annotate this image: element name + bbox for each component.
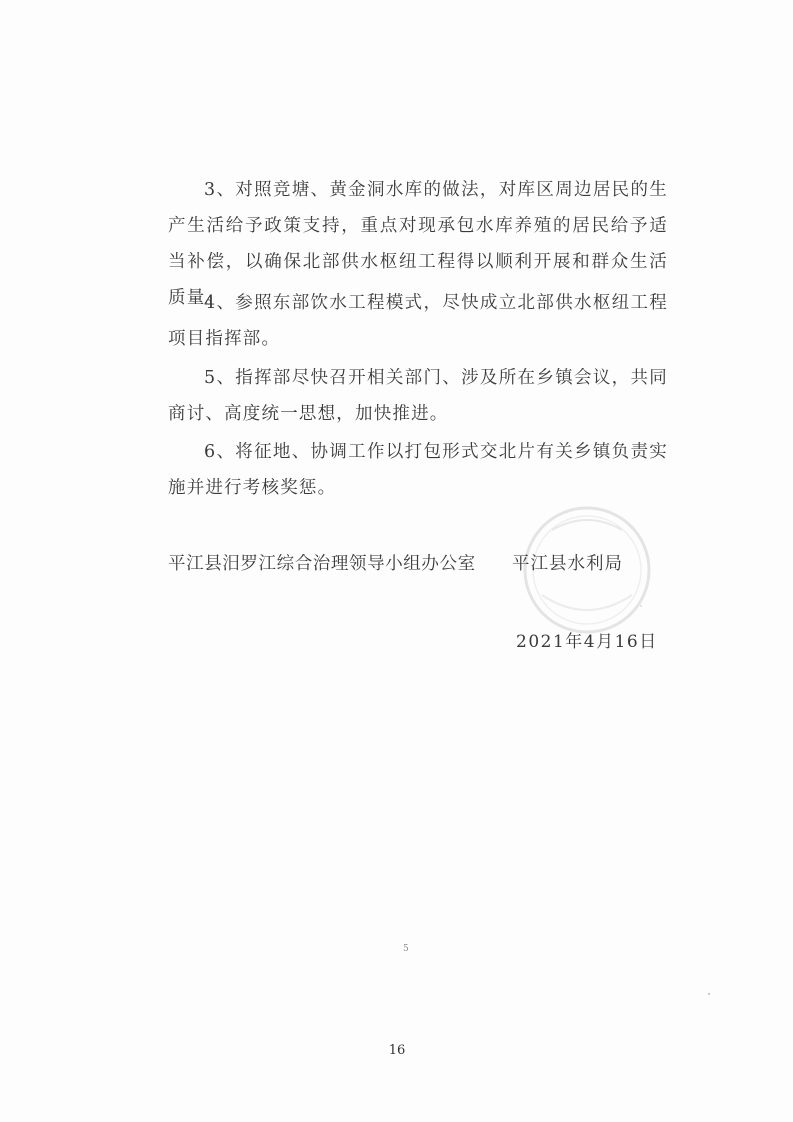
scan-speck — [708, 993, 710, 995]
paragraph-item-3: 3、对照竞塘、黄金洞水库的做法，对库区周边居民的生产生活给予政策支持，重点对现承包水库养殖的居民给予适当补偿，以确保北部供水枢纽工程得以顺利开展和群众生活质量。 — [168, 180, 668, 308]
inner-page-mark: 5 — [403, 944, 409, 954]
document-date: 2021年4月16日 — [516, 632, 658, 652]
paragraph-item-6: 6、将征地、协调工作以打包形式交北片有关乡镇负责实施并进行考核奖惩。 — [168, 442, 668, 498]
paragraph-item-4: 4、参照东部饮水工程模式，尽快成立北部供水枢纽工程项目指挥部。 — [168, 293, 668, 349]
paragraph-item-5: 5、指挥部尽快召开相关部门、涉及所在乡镇会议，共同商讨、高度统一思想，加快推进。 — [168, 368, 668, 424]
scan-speck — [640, 605, 642, 607]
signature-right-bureau: 平江县水利局 — [512, 554, 623, 574]
signature-left-office: 平江县汨罗江综合治理领导小组办公室 — [168, 554, 476, 574]
page-number: 16 — [388, 1043, 406, 1058]
